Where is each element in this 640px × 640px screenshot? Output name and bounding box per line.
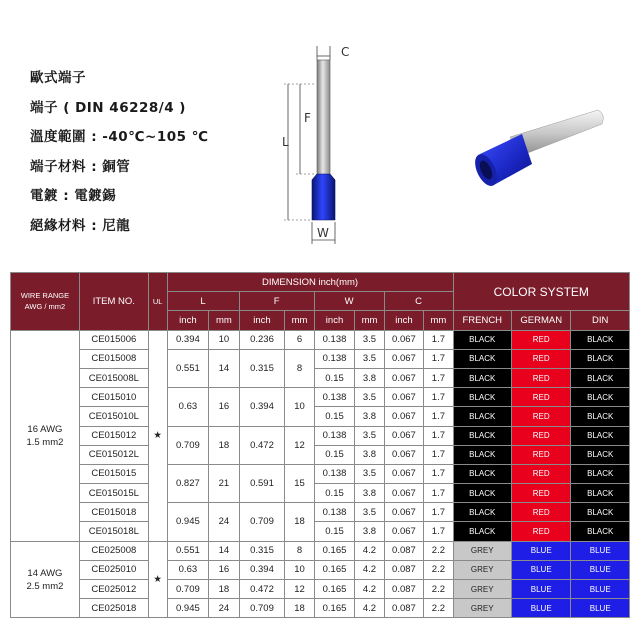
- header-german: GERMAN: [511, 311, 570, 330]
- item-cell: CE015015L: [79, 484, 148, 503]
- header-w: W: [314, 292, 384, 311]
- c-inch-cell: 0.067: [384, 368, 424, 387]
- w-mm-cell: 3.5: [355, 388, 384, 407]
- f-mm-cell: 12: [285, 426, 314, 464]
- l-inch-cell: 0.63: [167, 388, 209, 426]
- w-inch-cell: 0.165: [314, 541, 355, 560]
- w-inch-cell: 0.165: [314, 580, 355, 599]
- german-color-cell: RED: [511, 464, 570, 483]
- ferrule-product-image: [470, 92, 610, 202]
- spec-material: 端子材料 : 銅管: [30, 158, 131, 175]
- spec-title: 歐式端子: [30, 70, 86, 86]
- w-mm-cell: 4.2: [355, 541, 384, 560]
- c-mm-cell: 2.2: [424, 560, 453, 579]
- din-color-cell: BLACK: [571, 368, 630, 387]
- french-color-cell: GREY: [453, 580, 511, 599]
- w-mm-cell: 3.5: [355, 503, 384, 522]
- f-inch-cell: 0.472: [239, 426, 285, 464]
- ferrule-dimension-drawing: [270, 38, 380, 253]
- f-inch-cell: 0.394: [239, 560, 285, 579]
- w-inch-cell: 0.15: [314, 445, 355, 464]
- f-inch-cell: 0.709: [239, 503, 285, 541]
- f-inch-cell: 0.315: [239, 349, 285, 387]
- l-inch-cell: 0.945: [167, 503, 209, 541]
- l-mm-cell: 18: [209, 580, 239, 599]
- f-inch-cell: 0.709: [239, 599, 285, 618]
- w-inch-cell: 0.165: [314, 599, 355, 618]
- german-color-cell: RED: [511, 388, 570, 407]
- item-cell: CE015010: [79, 388, 148, 407]
- item-cell: CE025012: [79, 580, 148, 599]
- c-inch-cell: 0.067: [384, 464, 424, 483]
- french-color-cell: BLACK: [453, 330, 511, 349]
- spec-standard: 端子 ( DIN 46228/4 ): [30, 99, 186, 116]
- w-mm-cell: 3.5: [355, 426, 384, 445]
- l-inch-cell: 0.709: [167, 426, 209, 464]
- spec-temperature: 溫度範圍 : -40℃~105 ℃: [30, 129, 209, 145]
- din-color-cell: BLACK: [571, 349, 630, 368]
- ul-star: ★: [148, 330, 167, 541]
- c-inch-cell: 0.087: [384, 541, 424, 560]
- header-mm: mm: [424, 311, 453, 330]
- french-color-cell: GREY: [453, 599, 511, 618]
- header-ul: UL: [148, 273, 167, 331]
- f-mm-cell: 8: [285, 349, 314, 387]
- w-inch-cell: 0.165: [314, 560, 355, 579]
- header-mm: mm: [209, 311, 239, 330]
- c-inch-cell: 0.087: [384, 599, 424, 618]
- f-mm-cell: 8: [285, 541, 314, 560]
- l-inch-cell: 0.394: [167, 330, 209, 349]
- din-color-cell: BLACK: [571, 445, 630, 464]
- item-cell: CE015010L: [79, 407, 148, 426]
- german-color-cell: BLUE: [511, 560, 570, 579]
- din-color-cell: BLACK: [571, 330, 630, 349]
- w-inch-cell: 0.138: [314, 503, 355, 522]
- spec-insulation: 絕緣材料 : 尼龍: [30, 217, 131, 234]
- w-inch-cell: 0.138: [314, 349, 355, 368]
- din-color-cell: BLUE: [571, 541, 630, 560]
- header-l: L: [167, 292, 239, 311]
- w-inch-cell: 0.138: [314, 388, 355, 407]
- c-mm-cell: 2.2: [424, 580, 453, 599]
- item-cell: CE015018L: [79, 522, 148, 541]
- header-mm: mm: [355, 311, 384, 330]
- din-color-cell: BLUE: [571, 580, 630, 599]
- c-inch-cell: 0.067: [384, 330, 424, 349]
- item-cell: CE015012: [79, 426, 148, 445]
- french-color-cell: BLACK: [453, 503, 511, 522]
- wire-range-14awg: 14 AWG 2.5 mm2: [11, 541, 80, 618]
- c-inch-cell: 0.067: [384, 349, 424, 368]
- header-inch: inch: [167, 311, 209, 330]
- din-color-cell: BLACK: [571, 503, 630, 522]
- f-mm-cell: 18: [285, 503, 314, 541]
- f-mm-cell: 10: [285, 388, 314, 426]
- l-mm-cell: 16: [209, 388, 239, 426]
- w-inch-cell: 0.15: [314, 522, 355, 541]
- french-color-cell: BLACK: [453, 464, 511, 483]
- item-cell: CE025018: [79, 599, 148, 618]
- l-mm-cell: 10: [209, 330, 239, 349]
- l-inch-cell: 0.709: [167, 580, 209, 599]
- din-color-cell: BLUE: [571, 560, 630, 579]
- table-row: [11, 541, 630, 560]
- l-inch-cell: 0.551: [167, 541, 209, 560]
- dim-label-c: C: [341, 45, 350, 59]
- header-mm: mm: [285, 311, 314, 330]
- l-mm-cell: 21: [209, 464, 239, 502]
- specification-table: [10, 272, 630, 618]
- f-inch-cell: 0.394: [239, 388, 285, 426]
- w-inch-cell: 0.138: [314, 426, 355, 445]
- french-color-cell: GREY: [453, 560, 511, 579]
- f-mm-cell: 6: [285, 330, 314, 349]
- german-color-cell: RED: [511, 407, 570, 426]
- header-inch: inch: [239, 311, 285, 330]
- item-cell: CE015012L: [79, 445, 148, 464]
- item-cell: CE015008: [79, 349, 148, 368]
- spec-list: [30, 68, 209, 245]
- w-mm-cell: 4.2: [355, 599, 384, 618]
- header-wire-range: WIRE RANGE AWG / mm2: [11, 273, 80, 331]
- german-color-cell: RED: [511, 503, 570, 522]
- header-din: DIN: [571, 311, 630, 330]
- c-inch-cell: 0.067: [384, 445, 424, 464]
- w-inch-cell: 0.138: [314, 464, 355, 483]
- item-cell: CE025010: [79, 560, 148, 579]
- header-dimension: DIMENSION inch(mm): [167, 273, 453, 292]
- c-mm-cell: 1.7: [424, 330, 453, 349]
- c-mm-cell: 1.7: [424, 522, 453, 541]
- german-color-cell: RED: [511, 522, 570, 541]
- table-row: [11, 330, 630, 349]
- french-color-cell: BLACK: [453, 522, 511, 541]
- f-inch-cell: 0.315: [239, 541, 285, 560]
- din-color-cell: BLUE: [571, 599, 630, 618]
- f-mm-cell: 15: [285, 464, 314, 502]
- spec-plating: 電鍍 : 電鍍錫: [30, 188, 117, 204]
- c-mm-cell: 1.7: [424, 464, 453, 483]
- c-mm-cell: 1.7: [424, 445, 453, 464]
- item-cell: CE015008L: [79, 368, 148, 387]
- french-color-cell: BLACK: [453, 445, 511, 464]
- f-mm-cell: 12: [285, 580, 314, 599]
- german-color-cell: BLUE: [511, 580, 570, 599]
- w-mm-cell: 3.8: [355, 407, 384, 426]
- dim-label-w: W: [317, 226, 329, 240]
- din-color-cell: BLACK: [571, 464, 630, 483]
- header-c: C: [384, 292, 453, 311]
- table-row: [11, 580, 630, 599]
- c-inch-cell: 0.087: [384, 580, 424, 599]
- header-color-system: COLOR SYSTEM: [453, 273, 629, 311]
- l-inch-cell: 0.551: [167, 349, 209, 387]
- f-mm-cell: 18: [285, 599, 314, 618]
- french-color-cell: GREY: [453, 541, 511, 560]
- header-french: FRENCH: [453, 311, 511, 330]
- german-color-cell: RED: [511, 330, 570, 349]
- item-cell: CE015015: [79, 464, 148, 483]
- german-color-cell: RED: [511, 426, 570, 445]
- table-row: [11, 503, 630, 522]
- c-mm-cell: 1.7: [424, 503, 453, 522]
- c-mm-cell: 1.7: [424, 368, 453, 387]
- l-mm-cell: 24: [209, 503, 239, 541]
- header-inch: inch: [384, 311, 424, 330]
- f-inch-cell: 0.472: [239, 580, 285, 599]
- c-mm-cell: 1.7: [424, 484, 453, 503]
- french-color-cell: BLACK: [453, 388, 511, 407]
- din-color-cell: BLACK: [571, 484, 630, 503]
- l-mm-cell: 24: [209, 599, 239, 618]
- c-mm-cell: 2.2: [424, 599, 453, 618]
- din-color-cell: BLACK: [571, 522, 630, 541]
- f-mm-cell: 10: [285, 560, 314, 579]
- table-row: [11, 407, 630, 426]
- w-inch-cell: 0.15: [314, 407, 355, 426]
- header-item-no: ITEM NO.: [79, 273, 148, 331]
- c-mm-cell: 1.7: [424, 407, 453, 426]
- l-inch-cell: 0.827: [167, 464, 209, 502]
- din-color-cell: BLACK: [571, 426, 630, 445]
- german-color-cell: RED: [511, 484, 570, 503]
- ul-star: ★: [148, 541, 167, 618]
- c-inch-cell: 0.067: [384, 407, 424, 426]
- w-inch-cell: 0.138: [314, 330, 355, 349]
- french-color-cell: BLACK: [453, 426, 511, 445]
- c-mm-cell: 1.7: [424, 426, 453, 445]
- w-mm-cell: 3.5: [355, 330, 384, 349]
- german-color-cell: RED: [511, 368, 570, 387]
- c-inch-cell: 0.067: [384, 426, 424, 445]
- w-mm-cell: 3.8: [355, 484, 384, 503]
- dim-label-f: F: [304, 111, 311, 125]
- table-row: [11, 484, 630, 503]
- l-mm-cell: 14: [209, 349, 239, 387]
- table-row: [11, 368, 630, 387]
- din-color-cell: BLACK: [571, 388, 630, 407]
- german-color-cell: RED: [511, 349, 570, 368]
- french-color-cell: BLACK: [453, 368, 511, 387]
- c-mm-cell: 1.7: [424, 349, 453, 368]
- table-row: [11, 464, 630, 483]
- german-color-cell: BLUE: [511, 599, 570, 618]
- c-inch-cell: 0.067: [384, 388, 424, 407]
- c-inch-cell: 0.067: [384, 522, 424, 541]
- table-row: [11, 349, 630, 368]
- item-cell: CE015018: [79, 503, 148, 522]
- f-inch-cell: 0.236: [239, 330, 285, 349]
- table-row: [11, 445, 630, 464]
- table-row: [11, 388, 630, 407]
- item-cell: CE015006: [79, 330, 148, 349]
- l-mm-cell: 18: [209, 426, 239, 464]
- c-inch-cell: 0.087: [384, 560, 424, 579]
- w-inch-cell: 0.15: [314, 484, 355, 503]
- german-color-cell: BLUE: [511, 541, 570, 560]
- table-row: [11, 426, 630, 445]
- w-mm-cell: 4.2: [355, 560, 384, 579]
- table-row: [11, 522, 630, 541]
- l-mm-cell: 16: [209, 560, 239, 579]
- french-color-cell: BLACK: [453, 349, 511, 368]
- header-inch: inch: [314, 311, 355, 330]
- w-mm-cell: 3.5: [355, 464, 384, 483]
- l-inch-cell: 0.63: [167, 560, 209, 579]
- table-row: [11, 560, 630, 579]
- wire-range-16awg: 16 AWG 1.5 mm2: [11, 330, 80, 541]
- header-f: F: [239, 292, 314, 311]
- table-row: [11, 599, 630, 618]
- dim-label-l: L: [282, 135, 289, 149]
- din-color-cell: BLACK: [571, 407, 630, 426]
- german-color-cell: RED: [511, 445, 570, 464]
- c-inch-cell: 0.067: [384, 503, 424, 522]
- w-mm-cell: 3.8: [355, 445, 384, 464]
- w-mm-cell: 3.8: [355, 522, 384, 541]
- w-mm-cell: 3.5: [355, 349, 384, 368]
- french-color-cell: BLACK: [453, 407, 511, 426]
- c-mm-cell: 2.2: [424, 541, 453, 560]
- f-inch-cell: 0.591: [239, 464, 285, 502]
- l-mm-cell: 14: [209, 541, 239, 560]
- l-inch-cell: 0.945: [167, 599, 209, 618]
- french-color-cell: BLACK: [453, 484, 511, 503]
- w-mm-cell: 4.2: [355, 580, 384, 599]
- c-mm-cell: 1.7: [424, 388, 453, 407]
- w-inch-cell: 0.15: [314, 368, 355, 387]
- item-cell: CE025008: [79, 541, 148, 560]
- c-inch-cell: 0.067: [384, 484, 424, 503]
- w-mm-cell: 3.8: [355, 368, 384, 387]
